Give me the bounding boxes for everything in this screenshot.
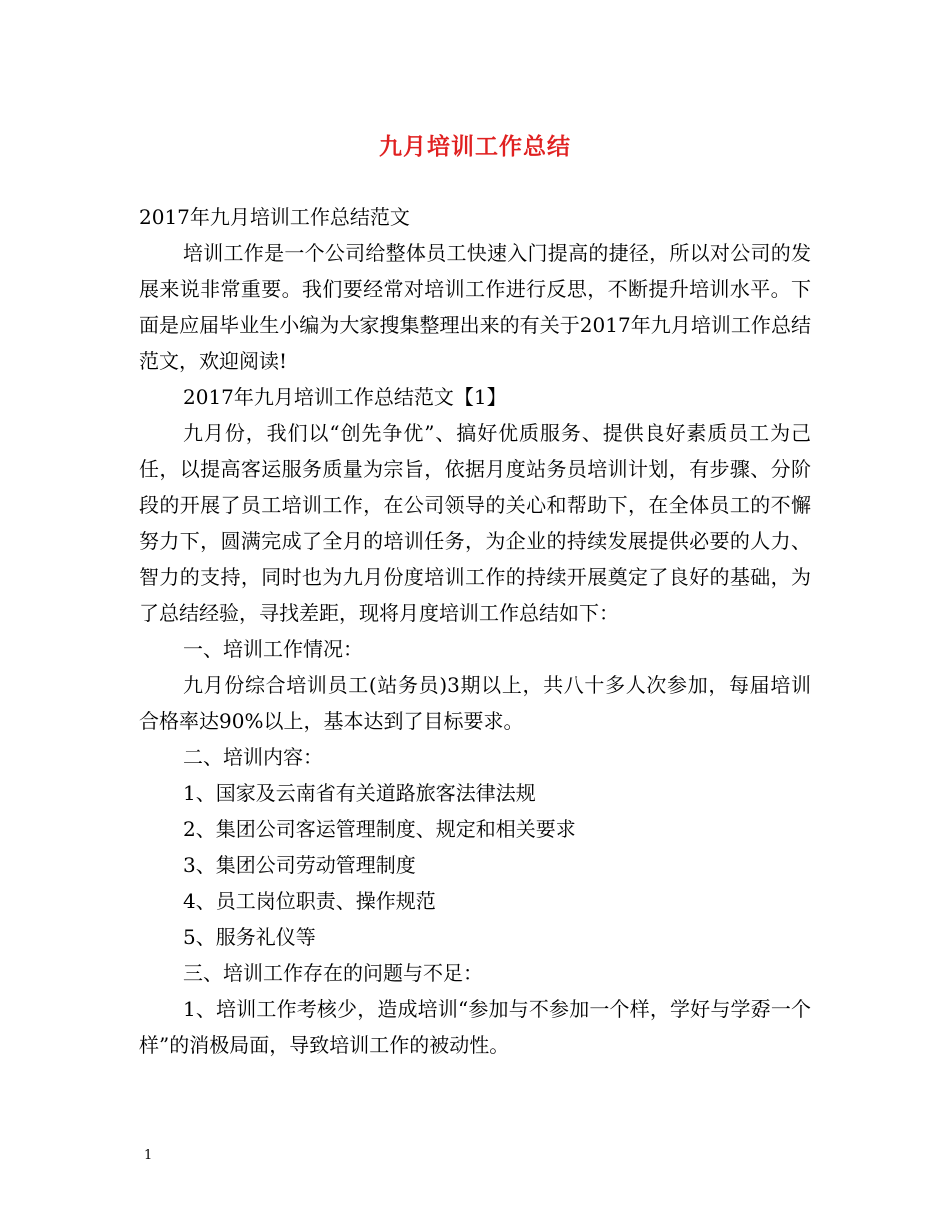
document-body — [139, 199, 811, 1063]
body-paragraph: 九月份，我们以“创先争优”、搞好优质服务、提供良好素质员工为己任，以提高客运服务质量为宗旨，依据月度站务员培训计划，有步骤、分阶段的开展了员工培训工作，在公司领导的关心和帮助下，在全体员工的不懈努力下，圆满完成了全月的培训任务，为企业的持续发展提供必要的人力、智力的支持，同时也为九月份度培训工作的持续开展奠定了良好的基础，为了总结经验，寻找差距，现将月度培训工作总结如下： — [139, 421, 811, 625]
list-item: 1、国家及云南省有关道路旅客法律法规 — [183, 781, 536, 805]
section-heading: 三、培训工作存在的问题与不足： — [183, 961, 483, 985]
list-item: 4、员工岗位职责、操作规范 — [183, 889, 436, 913]
page-number: 1 — [144, 1148, 153, 1163]
subtitle-paragraph: 2017年九月培训工作总结范文 — [139, 205, 410, 229]
body-paragraph: 九月份综合培训员工(站务员)3期以上，共八十多人次参加，每届培训合格率达90%以上，基本达到了目标要求。 — [139, 673, 811, 733]
body-paragraph: 1、培训工作考核少，造成培训“参加与不参加一个样，学好与学孬一个样”的消极局面，导致培训工作的被动性。 — [139, 997, 811, 1057]
list-item: 5、服务礼仪等 — [183, 925, 316, 949]
section-heading: 一、培训工作情况： — [183, 637, 363, 661]
document-title: 九月培训工作总结 — [379, 133, 571, 160]
section-heading: 二、培训内容： — [183, 745, 323, 769]
section-heading: 2017年九月培训工作总结范文【1】 — [183, 385, 507, 409]
intro-paragraph: 培训工作是一个公司给整体员工快速入门提高的捷径，所以对公司的发展来说非常重要。我们要经常对培训工作进行反思，不断提升培训水平。下面是应届毕业生小编为大家搜集整理出来的有关于2017年九月培训工作总结范文，欢迎阅读! — [139, 241, 811, 373]
list-item: 3、集团公司劳动管理制度 — [183, 853, 416, 877]
list-item: 2、集团公司客运管理制度、规定和相关要求 — [183, 817, 576, 841]
